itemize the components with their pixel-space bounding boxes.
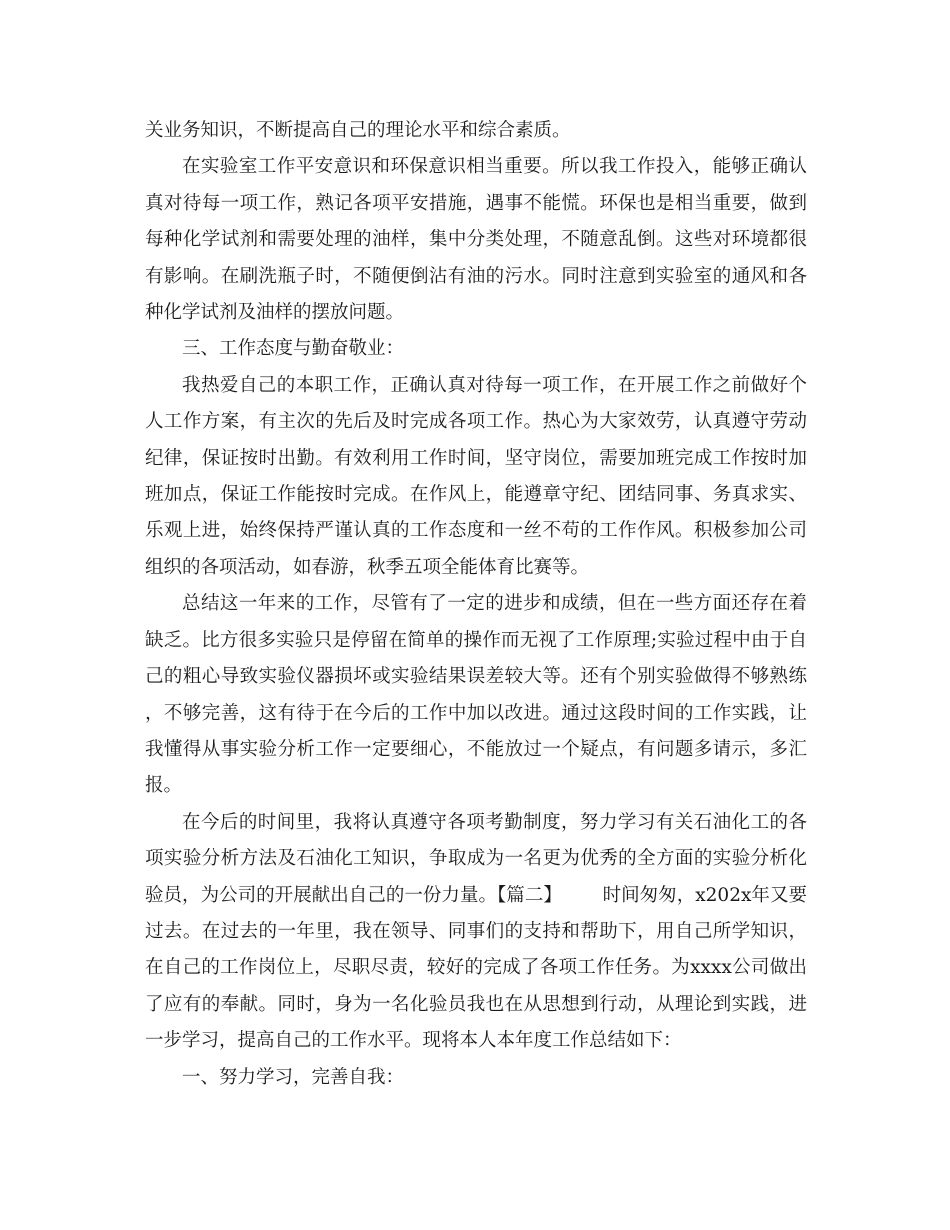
document-body (145, 113, 807, 1096)
part-two-intro-text: 时间匆匆，x202x年又要过去。在过去的一年里，我在领导、同事们的支持和帮助下，用自己所学知识，在自己的工作岗位上，尽职尽责，较好的完成了各项工作任务。为xxxx公司做出了应有的奉献。同时，身为一名化验员我也在从思想到行动，从理论到实践，进一步学习，提高自己的工作水平。现将本人本年度工作总结如下： (145, 884, 807, 1052)
section-heading-self-improvement: 一、努力学习，完善自我： (182, 1066, 405, 1088)
section-marker-part-two: 【篇二】 (497, 884, 562, 906)
future-plans-text: 在今后的时间里，我将认真遵守各项考勤制度，努力学习有关石油化工的各项实验分析方法及石油化工知识，争取成为一名更为优秀的全方面的实验分析化验员，为公司的开展献出自己的一份力量。 (145, 811, 807, 906)
paragraph-work-attitude: 我热爱自己的本职工作，正确认真对待每一项工作，在开展工作之前做好个人工作方案，有主次的先后及时完成各项工作。热心为大家效劳，认真遵守劳动纪律，保证按时出勤。有效利用工作时间，坚守岗位，需要加班完成工作按时加班加点，保证工作能按时完成。在作风上，能遵章守纪、团结同事、务真求实、乐观上进，始终保持严谨认真的工作态度和一丝不苟的工作作风。积极参加公司组织的各项活动，如春游，秋季五项全能体育比赛等。 (145, 374, 807, 578)
section-heading-work-attitude: 三、工作态度与勤奋敬业： (182, 338, 405, 360)
paragraph-continuation: 关业务知识，不断提高自己的理论水平和综合素质。 (145, 120, 571, 141)
paragraph-summary: 总结这一年来的工作，尽管有了一定的进步和成绩，但在一些方面还存在着缺乏。比方很多实验只是停留在简单的操作而无视了工作原理;实验过程中由于自己的粗心导致实验仪器损坏或实验结果误差较大等。还有个别实验做得不够熟练，不够完善，这有待于在今后的工作中加以改进。通过这段时间的工作实践，让我懂得从事实验分析工作一定要细心，不能放过一个疑点，有问题多请示，多汇报。 (145, 593, 807, 797)
paragraph-safety-environment: 在实验室工作平安意识和环保意识相当重要。所以我工作投入，能够正确认真对待每一项工作，熟记各项平安措施，遇事不能慌。环保也是相当重要，做到每种化学试剂和需要处理的油样，集中分类处理，不随意乱倒。这些对环境都很有影响。在刷洗瓶子时，不随便倒沾有油的污水。同时注意到实验室的通风和各种化学试剂及油样的摆放问题。 (145, 156, 807, 324)
paragraph-future-plans (145, 805, 807, 1060)
